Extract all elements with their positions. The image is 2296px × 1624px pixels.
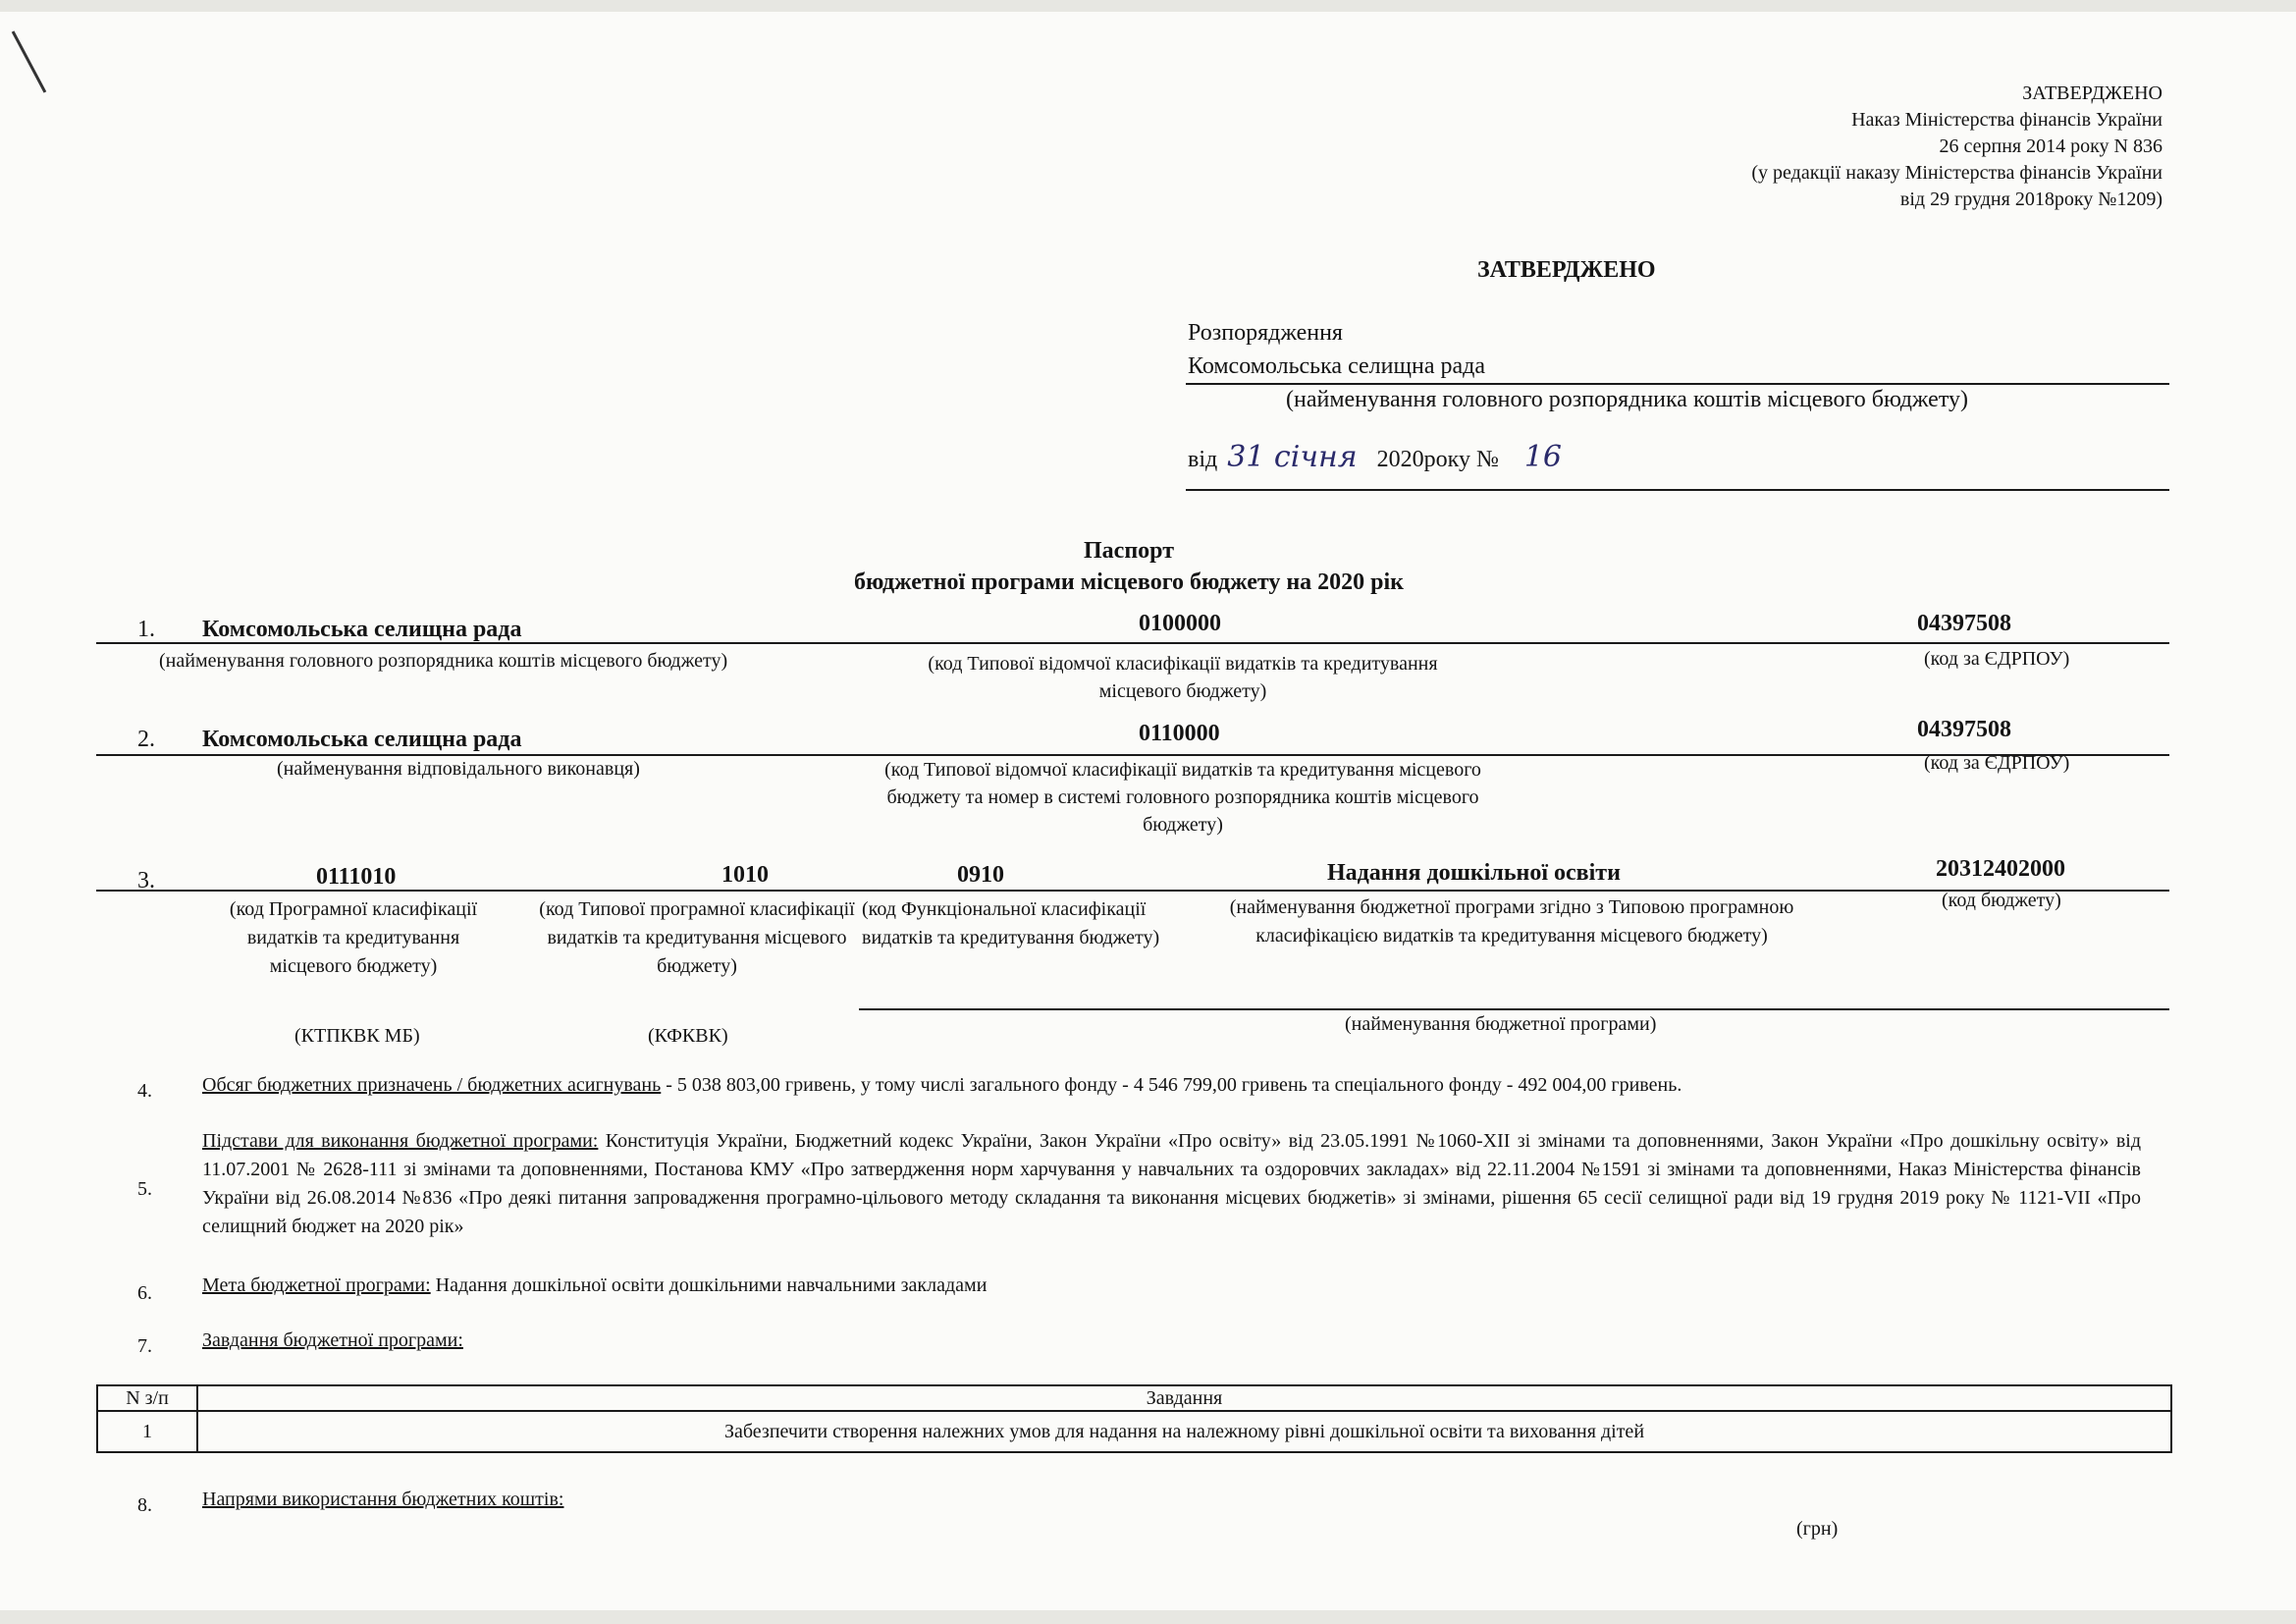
- order-number-handwritten: 16: [1523, 440, 1563, 474]
- row3-kfkvk: 1010: [721, 862, 769, 888]
- item6-text: [202, 1274, 987, 1297]
- item8-unit: (грн): [1796, 1518, 1839, 1540]
- approval-line-4: (у редакції наказу Міністерства фінансів України: [1751, 162, 2163, 184]
- approval-block: [1751, 81, 2163, 213]
- row3-budget-code: 20312402000: [1936, 856, 2065, 882]
- row3-ktpkvk-abbr: (КТПКВК МБ): [294, 1025, 420, 1047]
- scan-bottom-edge: [0, 1610, 2296, 1624]
- tasks-row-num: 1: [97, 1411, 197, 1452]
- row2-edrpou-caption: (код за ЄДРПОУ): [1924, 752, 2070, 774]
- item4-text: [202, 1074, 2146, 1097]
- row1-name-caption: (найменування головного розпорядника коштів місцевого бюджету): [159, 650, 728, 672]
- order-date-row: [1188, 440, 1562, 474]
- row3-number: 3.: [137, 868, 155, 893]
- row1-edrpou: 04397508: [1917, 611, 2011, 636]
- approval-line-1: ЗАТВЕРДЖЕНО: [2022, 82, 2163, 104]
- tasks-table: [96, 1384, 2172, 1453]
- row2-number: 2.: [137, 727, 155, 752]
- scan-top-edge: [0, 0, 2296, 12]
- row2-code: 0110000: [1139, 721, 1220, 746]
- order-authority-caption: (найменування головного розпорядника коштів місцевого бюджету): [1286, 387, 1968, 412]
- passport-subtitle: бюджетної програми місцевого бюджету на 2020 рік: [854, 569, 1404, 595]
- order-date-year: 2020року №: [1376, 447, 1499, 472]
- approval-line-3: 26 серпня 2014 року N 836: [1939, 135, 2163, 157]
- row3-ktpkvk-caption: (код Програмної класифікації видатків та кредитування місцевого бюджету): [229, 898, 478, 977]
- row2-edrpou: 04397508: [1917, 717, 2011, 742]
- row3-kfkvk-abbr: (КФКВК): [648, 1025, 728, 1047]
- item5-body: Конституція України, Бюджетний кодекс України, Закон України «Про освіту» від 23.05.1991 №1060-XII зі змінами та доповненнями, Закон України «Про дошкільну освіту» від 11.07.2001 № 2628-111 зі змінами та доповненнями, Постанова КМУ «Про затвердження норм харчування у навчальних та оздоровчих закладах» від 22.11.2004 №1591 зі змінами та доповненнями, Наказ Міністерства фінансів України від 26.08.2014 №836 «Про деякі питання запровадження програмно-цільового методу складання та виконання місцевих бюджетів» зі змінами, рішення 65 сесії селищної ради від 19 грудня 2019 року № 1121-VII «Про селищний бюджет на 2020 рік»: [202, 1130, 2142, 1237]
- order-date-prefix: від: [1188, 447, 1218, 472]
- order-authority: Комсомольська селищна рада: [1188, 353, 1485, 379]
- row1-number: 1.: [137, 617, 155, 642]
- item5-number: 5.: [137, 1178, 152, 1200]
- row1-line: [96, 642, 2169, 644]
- order-authority-line: [1186, 383, 2169, 385]
- row1-name: Комсомольська селищна рада: [202, 617, 522, 642]
- row3-program-name-caption: (найменування бюджетної програми): [1345, 1013, 1657, 1035]
- scan-corner-mark: [12, 30, 47, 92]
- row3-program: Надання дошкільної освіти: [1327, 860, 1621, 886]
- tasks-row-task: Забезпечити створення належних умов для надання на належному рівні дошкільної освіти та виховання дітей: [197, 1411, 2171, 1452]
- row3-program-caption: (найменування бюджетної програми згідно з Типовою програмною класифікацією видатків та кредитування місцевого бюджету): [1229, 896, 1794, 947]
- approval-line-5: від 29 грудня 2018року №1209): [1899, 189, 2163, 210]
- tasks-header-num: N з/п: [97, 1385, 197, 1411]
- order-date-line: [1186, 489, 2169, 491]
- row3-kfkvk-caption: (код Типової програмної класифікації видатків та кредитування місцевого бюджету): [539, 898, 855, 977]
- table-row: [97, 1411, 2171, 1452]
- row3-func-caption: (код Функціональної класифікації видатків та кредитування бюджету): [862, 898, 1160, 948]
- row3-func: 0910: [957, 862, 1004, 888]
- row2-name-caption: (найменування відповідального виконавця): [277, 758, 640, 780]
- row2-name: Комсомольська селищна рада: [202, 727, 522, 752]
- row1-code-caption: (код Типової відомчої класифікації видатків та кредитування місцевого бюджету): [928, 653, 1438, 702]
- row3-budget-caption: (код бюджету): [1942, 890, 2061, 911]
- order-date-handwritten: 31 січня: [1227, 440, 1358, 474]
- row3-line: [96, 890, 2169, 892]
- item4-label: Обсяг бюджетних призначень / бюджетних асигнувань: [202, 1074, 662, 1096]
- approved-title: ЗАТВЕРДЖЕНО: [1477, 257, 1656, 283]
- item4-number: 4.: [137, 1080, 152, 1102]
- row1-edrpou-caption: (код за ЄДРПОУ): [1924, 648, 2070, 670]
- row1-code: 0100000: [1139, 611, 1221, 636]
- item8-label: Напрями використання бюджетних коштів:: [202, 1489, 564, 1510]
- item5-label: Підстави для виконання бюджетної програми:: [202, 1130, 599, 1152]
- row3-ktpkvk: 0111010: [316, 864, 397, 890]
- approval-line-2: Наказ Міністерства фінансів України: [1851, 109, 2163, 131]
- item8-number: 8.: [137, 1494, 152, 1516]
- row3-program-name-line: [859, 1008, 2169, 1010]
- passport-title: Паспорт: [1084, 538, 1174, 564]
- row2-code-caption: (код Типової відомчої класифікації видатків та кредитування місцевого бюджету та номер в системі головного розпорядника коштів місцевого бюджету): [884, 759, 1481, 836]
- tasks-table-header: [97, 1385, 2171, 1411]
- item6-body: Надання дошкільної освіти дошкільними навчальними закладами: [430, 1274, 988, 1296]
- order-label: Розпорядження: [1188, 320, 1343, 346]
- item7-label: Завдання бюджетної програми:: [202, 1329, 463, 1351]
- item7-number: 7.: [137, 1335, 152, 1357]
- item5-text: [202, 1127, 2141, 1241]
- item6-label: Мета бюджетної програми:: [202, 1274, 431, 1296]
- item4-body: - 5 038 803,00 гривень, у тому числі загального фонду - 4 546 799,00 гривень та спеціального фонду - 492 004,00 гривень.: [661, 1074, 1682, 1096]
- item6-number: 6.: [137, 1282, 152, 1304]
- tasks-header-task: Завдання: [197, 1385, 2171, 1411]
